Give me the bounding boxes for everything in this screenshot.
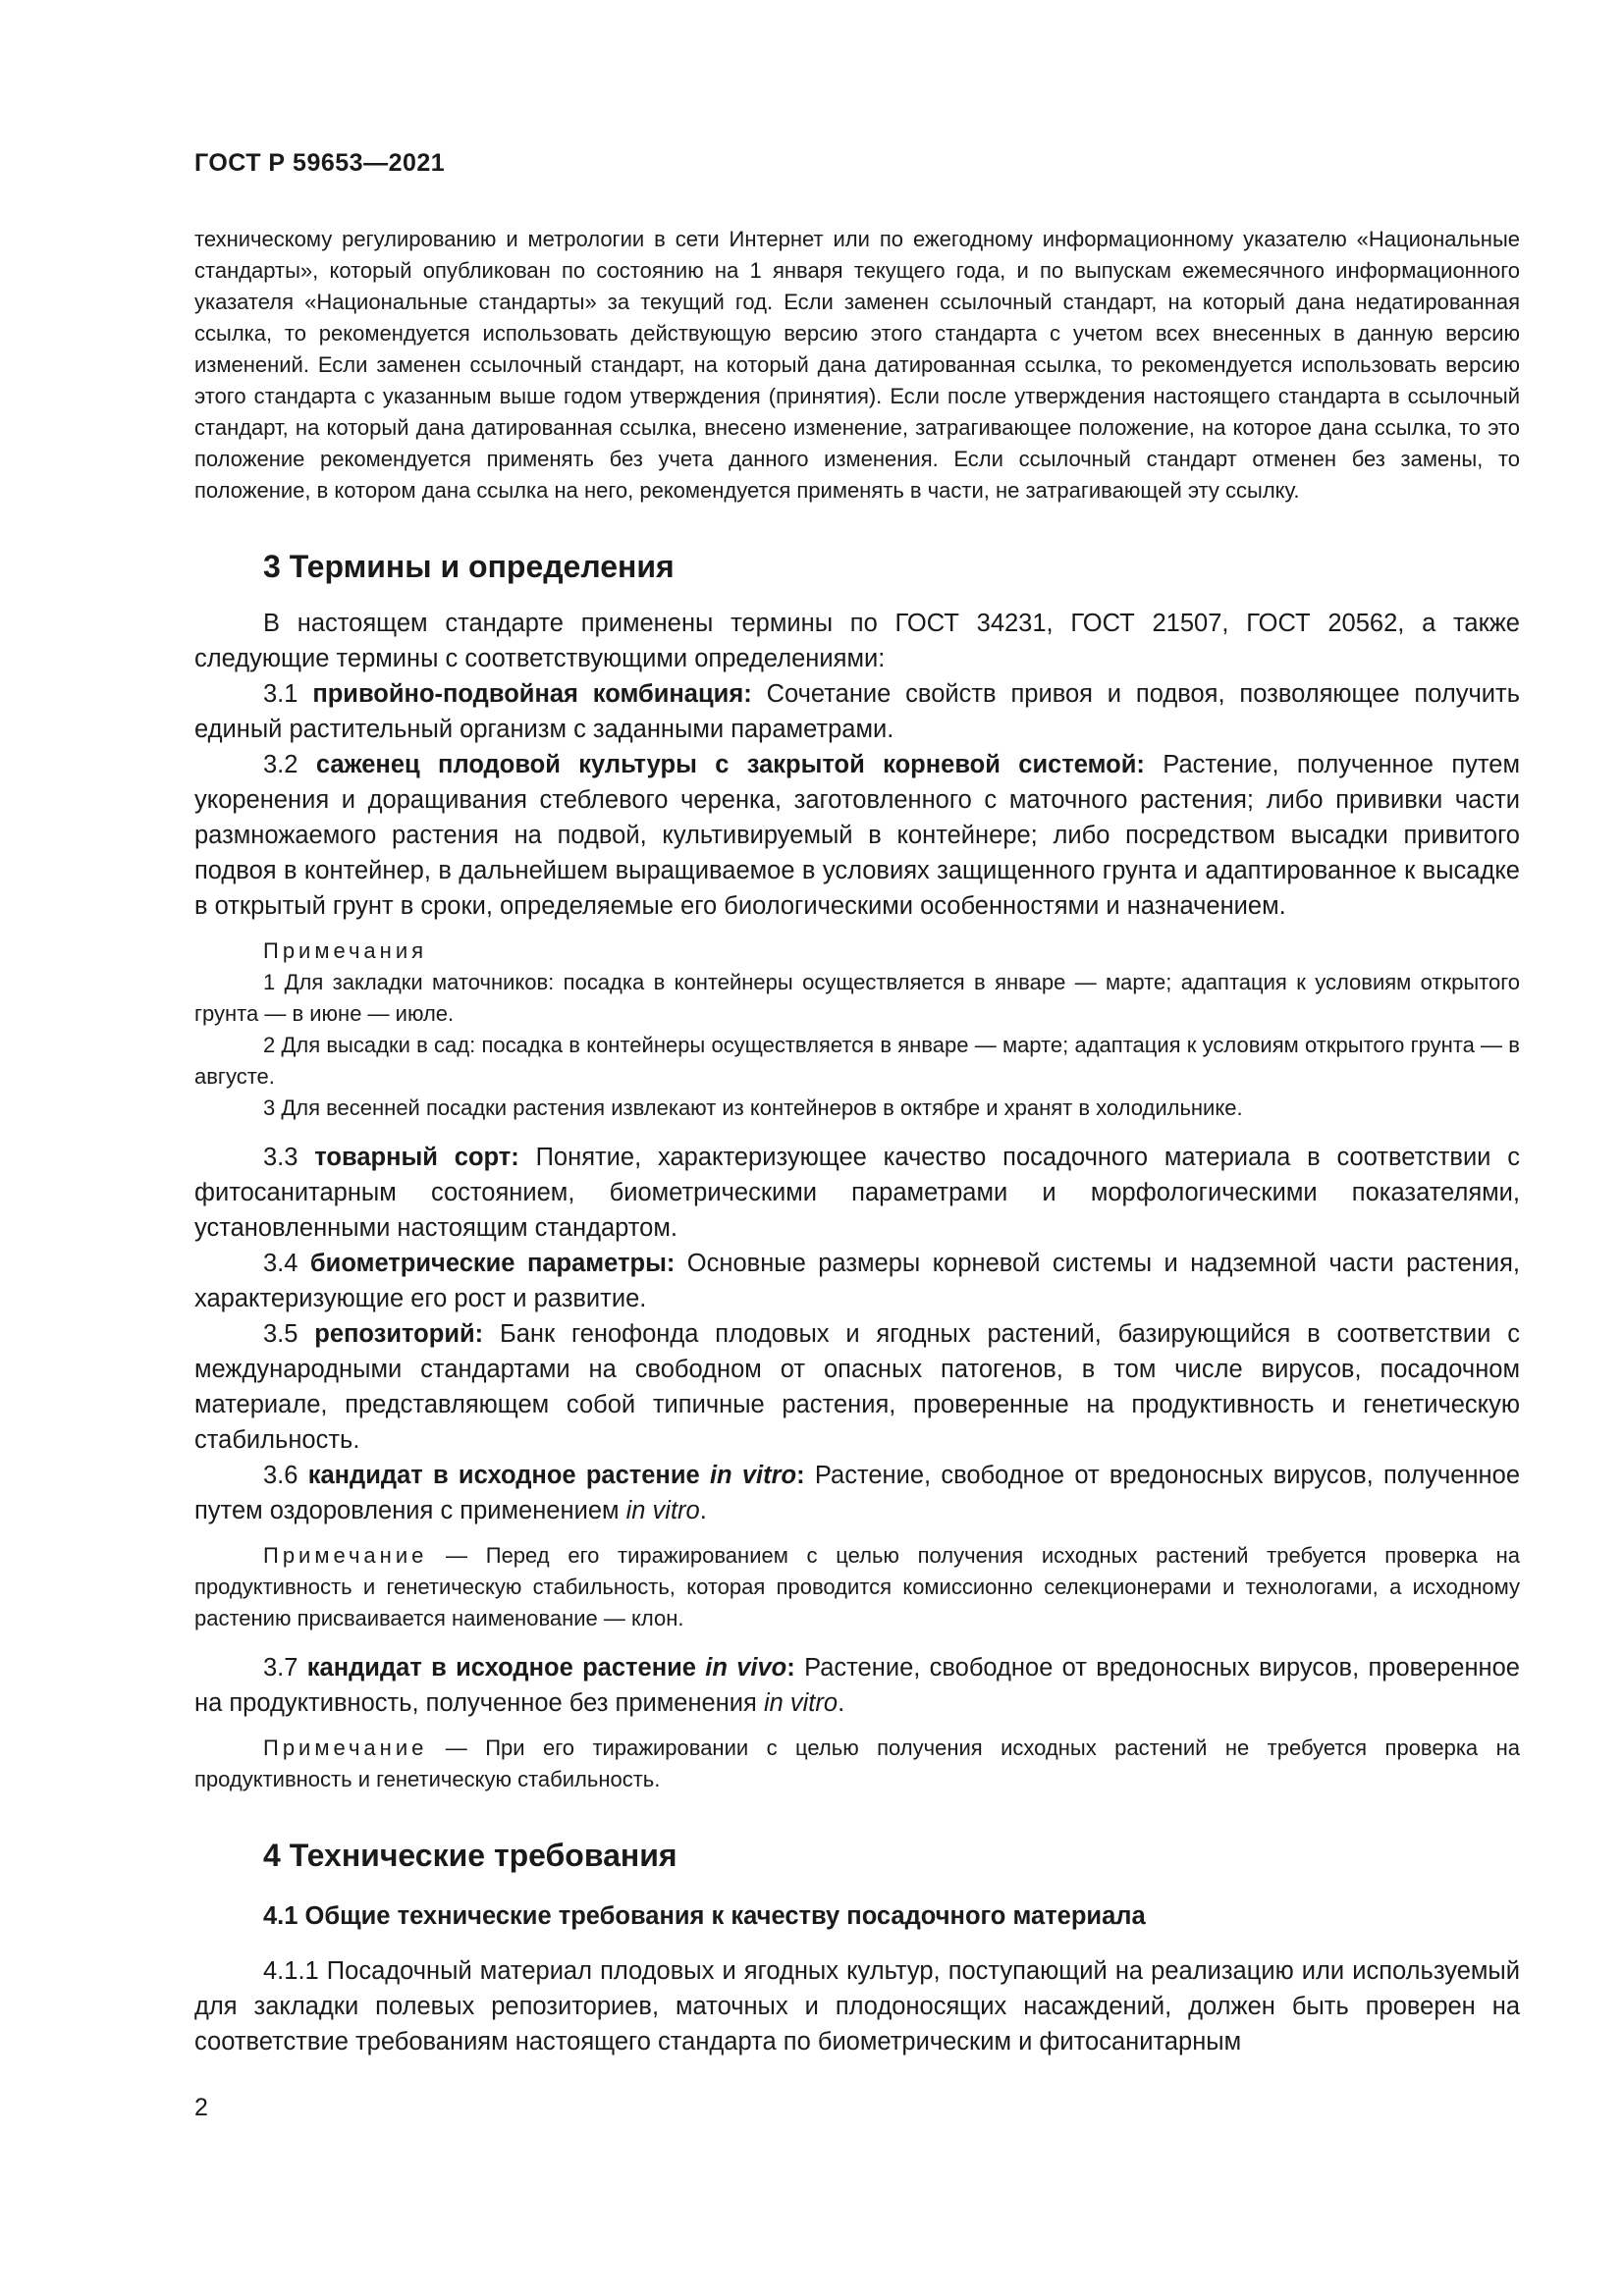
note-3: 3 Для весенней посадки растения извлекают из контейнеров в октябре и хранят в холодильнике. [263,1095,1243,1120]
intro-paragraph: техническому регулированию и метрологии в сети Интернет или по ежегодному информационному указателю «Национальные стандарты», который опубликован по состоянию на 1 января текущего года, и по выпускам ежемесячного информационного указателя «Национальные стандарты» за текущий год. Если заменен ссылочный стандарт, на который дана недатированная ссылка, то рекомендуется использовать действующую версию этого стандарта с учетом всех внесенных в данную версию изменений. Если заменен ссылочный стандарт, на который дана датированная ссылка, то рекомендуется использовать версию этого стандарта с указанным выше годом утверждения (принятия). Если после утверждения настоящего стандарта в ссылочный стандарт, на который дана датированная ссылка, внесено изменение, затрагивающее положение, на которое дана ссылка, то это положение рекомендуется применять без учета данного изменения. Если ссылочный стандарт отменен без замены, то положение, в котором дана ссылка на него, рекомендуется применять в части, не затрагивающей эту ссылку. [194,227,1520,503]
term-name: кандидат в исходное растение in vitro: [307,1462,805,1489]
term-name: саженец плодовой культуры с закрытой корневой системой: [315,751,1145,778]
page-content [194,224,1520,2059]
note-text: — При его тиражировании с целью получения исходных растений не требуется проверка на продуктивность и генетическую стабильность. [194,1735,1520,1791]
term-name: репозиторий: [314,1320,484,1348]
term-definition: Растение, полученное путем укоренения и доращивания стеблевого черенка, заготовленного с маточного растения; либо прививки части размножаемого растения на подвой, культивируемый в контейнере; либо посредством высадки привитого подвоя в контейнер, в дальнейшем выращиваемое в условиях защищенного грунта и адаптированное к высадке в открытый грунт в сроки, определяемые его биологическими особенностями и назначением. [194,751,1521,920]
term-3-6: 3.6 кандидат в исходное растение in vitro: Растение, свободное от вредоносных вирусов, полученное путем оздоровления с применением in vitro. [194,1462,1520,1524]
note-3-6 [194,1540,1520,1634]
section-3-heading: 3 Термины и определения [263,549,675,584]
term-3-2 [194,747,1520,924]
term-3-5 [194,1316,1520,1458]
note-1: 1 Для закладки маточников: посадка в контейнеры осуществляется в январе — марте; адаптация к условиям открытого грунта — в июне — июле. [194,970,1520,1026]
term-definition: Сочетание свойств привоя и подвоя, позволяющее получить единый растительный организм с заданными параметрами. [194,680,1520,743]
term-definition: Банк генофонда плодовых и ягодных растений, базирующийся в соответствии с международными стандартами на свободном от опасных патогенов, в том числе вирусов, посадочном материале, представляющем собой типичные растения, проверенные на продуктивность и генетическую стабильность. [194,1320,1520,1454]
note-label: Примечание [263,1735,428,1760]
term-number: 3.7 [263,1654,307,1682]
term-number: 3.1 [263,680,313,708]
term-name: биометрические параметры: [309,1250,676,1277]
term-number: 3.3 [263,1144,315,1171]
note-text: — Перед его тиражированием с целью получения исходных растений требуется проверка на продуктивность и генетическую стабильность, которая проводится комиссионно селекционерами и технологами, а исходному растению присваивается наименование — клон. [194,1543,1520,1630]
term-definition: Растение, свободное от вредоносных вирусов, проверенное на продуктивность, полученное без применения [194,1654,1520,1717]
clause-4-1-1: 4.1.1 Посадочный материал плодовых и ягодных культур, поступающий на реализацию или используемый для закладки полевых репозиториев, маточных и плодоносящих насаждений, должен быть проверен на соответствие требованиям настоящего стандарта по биометрическим и фитосанитарным [194,1957,1520,2056]
term-number: 3.2 [263,751,316,778]
subsection-4-1-heading: 4.1 Общие технические требования к качеству посадочного материала [263,1902,1146,1930]
term-name: кандидат в исходное растение in vivo: [306,1654,795,1682]
section-3-intro: В настоящем стандарте применены термины по ГОСТ 34231, ГОСТ 21507, ГОСТ 20562, а также следующие термины с соответствующими определениями: [194,610,1520,672]
term-3-1 [194,676,1520,747]
note-3-7 [194,1733,1520,1795]
term-number: 3.4 [263,1250,310,1277]
term-definition: Основные размеры корневой системы и надземной части растения, характеризующие его рост и развитие. [194,1250,1520,1312]
note-label: Примечание [263,1543,428,1568]
term-definition: Понятие, характеризующее качество посадочного материала в соответствии с фитосанитарным состоянием, биометрическими параметрами и морфологическими показателями, установленными настоящим стандартом. [194,1144,1521,1242]
term-name: привойно-подвойная комбинация: [312,680,752,708]
term-3-3 [194,1140,1520,1246]
term-number: 3.5 [263,1320,315,1348]
term-3-4 [194,1246,1520,1316]
term-3-7: 3.7 кандидат в исходное растение in vivo: Растение, свободное от вредоносных вирусов, проверенное на продуктивность, полученное без применения in vitro. [194,1654,1520,1717]
page-number: 2 [194,2094,208,2121]
note-2: 2 Для высадки в сад: посадка в контейнеры осуществляется в январе — марте; адаптация к условиям открытого грунта — в августе. [194,1033,1520,1089]
document-code-header: ГОСТ Р 59653—2021 [194,149,446,177]
term-name: товарный сорт: [314,1144,519,1171]
term-definition: Растение, свободное от вредоносных вирусов, полученное путем оздоровления с применением [194,1462,1520,1524]
term-number: 3.6 [263,1462,308,1489]
section-4-heading: 4 Технические требования [263,1838,677,1873]
notes-label: Примечания [263,938,428,963]
